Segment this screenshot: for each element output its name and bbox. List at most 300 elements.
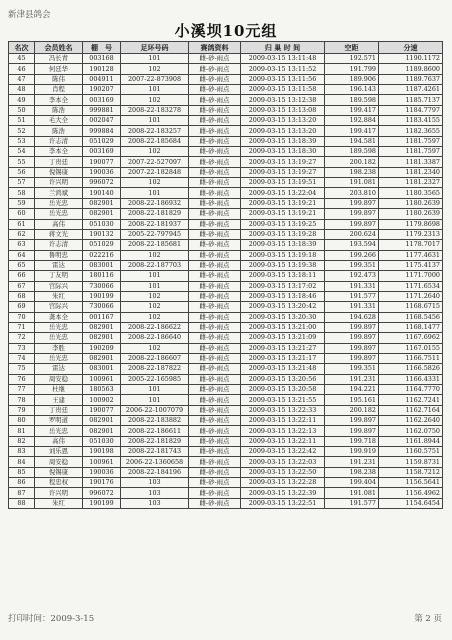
cell-loft: 083001 — [83, 364, 121, 374]
cell-rank: 71 — [9, 322, 35, 332]
cell-ring: 2008-22-184196 — [121, 467, 189, 477]
cell-speed: 1156.4962 — [379, 488, 443, 498]
cell-rank: 80 — [9, 416, 35, 426]
cell-member: 毛大全 — [35, 116, 83, 126]
cell-pigeon-info: 雌-砂-雨点 — [189, 178, 241, 188]
col-ring: 足环号码 — [121, 42, 189, 54]
cell-arrival-time: 2009-03-15 13:22:51 — [241, 498, 325, 508]
cell-speed: 1171.2640 — [379, 291, 443, 301]
cell-arrival-time: 2009-03-15 13:19:27 — [241, 157, 325, 167]
cell-speed: 1179.2313 — [379, 229, 443, 239]
cell-ring: 102 — [121, 178, 189, 188]
cell-arrival-time: 2009-03-15 13:11:58 — [241, 85, 325, 95]
cell-ring: 2008-22-181937 — [121, 219, 189, 229]
table-row — [9, 447, 443, 457]
table-row — [9, 64, 443, 74]
cell-loft: 003168 — [83, 54, 121, 64]
cell-ring: 101 — [121, 271, 189, 281]
cell-arrival-time: 2009-03-15 13:22:11 — [241, 436, 325, 446]
cell-ring: 102 — [121, 312, 189, 322]
cell-member: 何廷华 — [35, 64, 83, 74]
col-speed: 分速 — [379, 42, 443, 54]
cell-arrival-time: 2009-03-15 13:21:00 — [241, 322, 325, 332]
cell-rank: 58 — [9, 188, 35, 198]
cell-rank: 53 — [9, 136, 35, 146]
cell-speed: 1180.2639 — [379, 209, 443, 219]
cell-member: 朱红 — [35, 291, 83, 301]
cell-ring: 2006-22-1360658 — [121, 457, 189, 467]
cell-ring: 101 — [121, 395, 189, 405]
col-loft: 棚 号 — [83, 42, 121, 54]
cell-rank: 66 — [9, 271, 35, 281]
table-row — [9, 147, 443, 157]
cell-member: 许志清 — [35, 240, 83, 250]
cell-ring: 102 — [121, 64, 189, 74]
cell-ring: 2008-22-181743 — [121, 447, 189, 457]
cell-distance: 199.266 — [325, 250, 379, 260]
cell-distance: 199.417 — [325, 105, 379, 115]
cell-arrival-time: 2009-03-15 13:19:21 — [241, 198, 325, 208]
cell-arrival-time: 2009-03-15 13:17:02 — [241, 281, 325, 291]
cell-arrival-time: 2009-03-15 13:22:50 — [241, 467, 325, 477]
cell-speed: 1185.7137 — [379, 95, 443, 105]
cell-member: 宫际兴 — [35, 281, 83, 291]
table-row — [9, 312, 443, 322]
cell-distance: 189.906 — [325, 74, 379, 84]
org-name: 新津县鸽会 — [8, 10, 51, 20]
cell-rank: 61 — [9, 219, 35, 229]
cell-pigeon-info: 雌-砂-雨点 — [189, 229, 241, 239]
cell-speed: 1189.7637 — [379, 74, 443, 84]
cell-arrival-time: 2009-03-15 13:12:38 — [241, 95, 325, 105]
cell-ring: 2008-22-183278 — [121, 105, 189, 115]
cell-rank: 88 — [9, 498, 35, 508]
table-row — [9, 281, 443, 291]
cell-arrival-time: 2009-03-15 13:18:30 — [241, 147, 325, 157]
cell-loft: 190036 — [83, 167, 121, 177]
cell-loft: 190209 — [83, 343, 121, 353]
cell-arrival-time: 2009-03-15 13:13:08 — [241, 105, 325, 115]
cell-loft: 022216 — [83, 250, 121, 260]
cell-member: 高伟 — [35, 219, 83, 229]
table-row — [9, 426, 443, 436]
table-row — [9, 219, 443, 229]
cell-ring: 101 — [121, 116, 189, 126]
cell-loft: 190128 — [83, 64, 121, 74]
cell-pigeon-info: 雌-砂-雨点 — [189, 188, 241, 198]
cell-rank: 67 — [9, 281, 35, 291]
cell-arrival-time: 2009-03-15 13:22:11 — [241, 416, 325, 426]
cell-loft: 190207 — [83, 85, 121, 95]
cell-arrival-time: 2009-03-15 13:20:42 — [241, 302, 325, 312]
cell-rank: 60 — [9, 209, 35, 219]
cell-speed: 1189.8600 — [379, 64, 443, 74]
cell-loft: 082901 — [83, 416, 121, 426]
cell-rank: 82 — [9, 436, 35, 446]
cell-rank: 76 — [9, 374, 35, 384]
cell-rank: 84 — [9, 457, 35, 467]
cell-ring: 102 — [121, 147, 189, 157]
cell-loft: 190077 — [83, 405, 121, 415]
cell-pigeon-info: 雌-砂-雨点 — [189, 147, 241, 157]
cell-arrival-time: 2009-03-15 13:19:51 — [241, 178, 325, 188]
cell-speed: 1164.7770 — [379, 385, 443, 395]
cell-loft: 180116 — [83, 271, 121, 281]
table-row — [9, 405, 443, 415]
cell-arrival-time: 2009-03-15 13:21:27 — [241, 343, 325, 353]
cell-arrival-time: 2009-03-15 13:19:18 — [241, 250, 325, 260]
cell-rank: 59 — [9, 198, 35, 208]
cell-loft: 051030 — [83, 436, 121, 446]
cell-pigeon-info: 雌-砂-雨点 — [189, 302, 241, 312]
cell-rank: 65 — [9, 260, 35, 270]
cell-member: 刘乐恩 — [35, 447, 83, 457]
print-time: 打印时间：2009-3-15 — [8, 614, 95, 624]
cell-ring: 2005-22-165985 — [121, 374, 189, 384]
cell-loft: 002047 — [83, 116, 121, 126]
cell-speed: 1160.5751 — [379, 447, 443, 457]
cell-speed: 1181.3387 — [379, 157, 443, 167]
cell-member: 宫际兴 — [35, 302, 83, 312]
cell-distance: 199.897 — [325, 333, 379, 343]
cell-rank: 50 — [9, 105, 35, 115]
cell-arrival-time: 2009-03-15 13:11:56 — [241, 74, 325, 84]
cell-arrival-time: 2009-03-15 13:20:58 — [241, 385, 325, 395]
cell-member: 岳光忠 — [35, 198, 83, 208]
table-row — [9, 74, 443, 84]
cell-loft: 051030 — [83, 219, 121, 229]
table-row — [9, 188, 443, 198]
table-row — [9, 240, 443, 250]
cell-pigeon-info: 雌-砂-雨点 — [189, 219, 241, 229]
table-row — [9, 198, 443, 208]
cell-pigeon-info: 雌-砂-雨点 — [189, 333, 241, 343]
cell-loft: 082901 — [83, 198, 121, 208]
cell-arrival-time: 2009-03-15 13:18:39 — [241, 136, 325, 146]
cell-loft: 003169 — [83, 95, 121, 105]
cell-speed: 1166.5826 — [379, 364, 443, 374]
cell-speed: 1190.1172 — [379, 54, 443, 64]
cell-ring: 2008-22-187703 — [121, 260, 189, 270]
cell-pigeon-info: 雌-砂-雨点 — [189, 167, 241, 177]
cell-pigeon-info: 雌-砂-雨点 — [189, 405, 241, 415]
cell-arrival-time: 2009-03-15 13:21:17 — [241, 353, 325, 363]
cell-speed: 1184.7797 — [379, 105, 443, 115]
cell-loft: 999884 — [83, 126, 121, 136]
cell-distance: 199.417 — [325, 126, 379, 136]
cell-distance: 193.594 — [325, 240, 379, 250]
col-rank: 名次 — [9, 42, 35, 54]
cell-speed: 1162.2640 — [379, 416, 443, 426]
cell-pigeon-info: 雌-砂-雨点 — [189, 447, 241, 457]
cell-loft: 180563 — [83, 385, 121, 395]
cell-pigeon-info: 雌-砂-雨点 — [189, 457, 241, 467]
cell-speed: 1181.2340 — [379, 167, 443, 177]
cell-arrival-time: 2009-03-15 13:19:38 — [241, 260, 325, 270]
cell-speed: 1167.0155 — [379, 343, 443, 353]
cell-ring: 103 — [121, 478, 189, 488]
cell-distance: 194.221 — [325, 385, 379, 395]
cell-speed: 1162.7241 — [379, 395, 443, 405]
cell-ring: 101 — [121, 385, 189, 395]
cell-arrival-time: 2009-03-15 13:22:39 — [241, 488, 325, 498]
cell-member: 陈浩 — [35, 126, 83, 136]
cell-pigeon-info: 雌-砂-雨点 — [189, 353, 241, 363]
cell-member: 杜继 — [35, 385, 83, 395]
cell-distance: 189.598 — [325, 147, 379, 157]
cell-ring: 2005-22-797945 — [121, 229, 189, 239]
cell-arrival-time: 2009-03-15 13:22:13 — [241, 426, 325, 436]
table-row — [9, 457, 443, 467]
table-row — [9, 157, 443, 167]
cell-loft: 730066 — [83, 281, 121, 291]
cell-ring: 103 — [121, 498, 189, 508]
cell-ring: 102 — [121, 343, 189, 353]
cell-pigeon-info: 雌-砂-雨点 — [189, 157, 241, 167]
cell-pigeon-info: 雌-砂-雨点 — [189, 198, 241, 208]
table-row — [9, 364, 443, 374]
cell-loft: 001167 — [83, 312, 121, 322]
cell-distance: 200.624 — [325, 229, 379, 239]
cell-speed: 1171.6534 — [379, 281, 443, 291]
cell-distance: 203.810 — [325, 188, 379, 198]
cell-member: 许志清 — [35, 136, 83, 146]
table-row — [9, 416, 443, 426]
cell-rank: 77 — [9, 385, 35, 395]
cell-distance: 191.231 — [325, 374, 379, 384]
table-row — [9, 343, 443, 353]
cell-pigeon-info: 雌-砂-雨点 — [189, 291, 241, 301]
col-distance: 空距 — [325, 42, 379, 54]
cell-arrival-time: 2009-03-15 13:21:55 — [241, 395, 325, 405]
cell-member: 雷达 — [35, 260, 83, 270]
cell-loft: 051029 — [83, 240, 121, 250]
cell-speed: 1161.8944 — [379, 436, 443, 446]
cell-rank: 86 — [9, 478, 35, 488]
cell-distance: 199.897 — [325, 353, 379, 363]
cell-pigeon-info: 雌-砂-雨点 — [189, 416, 241, 426]
cell-arrival-time: 2009-03-15 13:18:46 — [241, 291, 325, 301]
cell-loft: 051029 — [83, 136, 121, 146]
cell-arrival-time: 2009-03-15 13:19:25 — [241, 219, 325, 229]
cell-rank: 79 — [9, 405, 35, 415]
cell-loft: 999881 — [83, 105, 121, 115]
cell-loft: 082901 — [83, 209, 121, 219]
cell-loft: 190036 — [83, 467, 121, 477]
cell-distance: 192.884 — [325, 116, 379, 126]
cell-ring: 102 — [121, 95, 189, 105]
cell-ring: 2008-22-186607 — [121, 353, 189, 363]
cell-loft: 730066 — [83, 302, 121, 312]
cell-speed: 1180.3565 — [379, 188, 443, 198]
cell-rank: 73 — [9, 343, 35, 353]
cell-rank: 85 — [9, 467, 35, 477]
cell-pigeon-info: 雌-砂-雨点 — [189, 250, 241, 260]
cell-arrival-time: 2009-03-15 13:20:30 — [241, 312, 325, 322]
table-row — [9, 250, 443, 260]
cell-pigeon-info: 雌-砂-雨点 — [189, 240, 241, 250]
cell-distance: 199.897 — [325, 416, 379, 426]
cell-member: 倪锡康 — [35, 167, 83, 177]
cell-ring: 2008-22-183882 — [121, 416, 189, 426]
table-row — [9, 136, 443, 146]
cell-member: 岳光忠 — [35, 333, 83, 343]
cell-member: 李本全 — [35, 147, 83, 157]
cell-pigeon-info: 雌-砂-雨点 — [189, 436, 241, 446]
cell-pigeon-info: 雌-砂-雨点 — [189, 385, 241, 395]
cell-distance: 191.081 — [325, 178, 379, 188]
cell-distance: 191.577 — [325, 498, 379, 508]
cell-arrival-time: 2009-03-15 13:18:11 — [241, 271, 325, 281]
cell-member: 雷达 — [35, 364, 83, 374]
cell-speed: 1159.8731 — [379, 457, 443, 467]
cell-pigeon-info: 雌-砂-雨点 — [189, 498, 241, 508]
cell-distance: 199.351 — [325, 260, 379, 270]
cell-ring: 2008-22-181829 — [121, 209, 189, 219]
col-member: 会员姓名 — [35, 42, 83, 54]
cell-ring: 2008-22-183257 — [121, 126, 189, 136]
cell-ring: 101 — [121, 54, 189, 64]
cell-arrival-time: 2009-03-15 13:19:28 — [241, 229, 325, 239]
table-row — [9, 126, 443, 136]
cell-speed: 1168.1477 — [379, 322, 443, 332]
cell-pigeon-info: 雌-砂-雨点 — [189, 467, 241, 477]
cell-distance: 199.897 — [325, 343, 379, 353]
cell-ring: 2008-22-185681 — [121, 240, 189, 250]
table-row — [9, 167, 443, 177]
cell-pigeon-info: 雌-砂-雨点 — [189, 136, 241, 146]
table-row — [9, 498, 443, 508]
cell-pigeon-info: 雌-砂-雨点 — [189, 343, 241, 353]
cell-rank: 55 — [9, 157, 35, 167]
cell-ring: 102 — [121, 302, 189, 312]
cell-loft: 190077 — [83, 157, 121, 167]
cell-pigeon-info: 雌-砂-雨点 — [189, 271, 241, 281]
table-row — [9, 333, 443, 343]
cell-loft: 083001 — [83, 260, 121, 270]
cell-ring: 2008-22-185684 — [121, 136, 189, 146]
table-row — [9, 395, 443, 405]
cell-arrival-time: 2009-03-15 13:19:27 — [241, 167, 325, 177]
cell-member: 周安稳 — [35, 457, 83, 467]
cell-rank: 69 — [9, 302, 35, 312]
cell-distance: 191.331 — [325, 302, 379, 312]
cell-loft: 996072 — [83, 488, 121, 498]
cell-pigeon-info: 雌-砂-雨点 — [189, 281, 241, 291]
cell-distance: 194.581 — [325, 136, 379, 146]
cell-loft: 082901 — [83, 322, 121, 332]
cell-pigeon-info: 雌-砂-雨点 — [189, 54, 241, 64]
cell-pigeon-info: 雌-砂-雨点 — [189, 260, 241, 270]
cell-rank: 68 — [9, 291, 35, 301]
cell-member: 肖程 — [35, 85, 83, 95]
cell-distance: 195.161 — [325, 395, 379, 405]
cell-speed: 1166.7511 — [379, 353, 443, 363]
cell-pigeon-info: 雌-砂-雨点 — [189, 478, 241, 488]
cell-ring: 2008-22-186640 — [121, 333, 189, 343]
table-row — [9, 85, 443, 95]
cell-rank: 54 — [9, 147, 35, 157]
cell-loft: 082901 — [83, 426, 121, 436]
cell-pigeon-info: 雌-砂-雨点 — [189, 395, 241, 405]
cell-arrival-time: 2009-03-15 13:21:48 — [241, 364, 325, 374]
cell-rank: 47 — [9, 74, 35, 84]
col-arrival-time: 归 巢 时 间 — [241, 42, 325, 54]
cell-distance: 196.143 — [325, 85, 379, 95]
cell-ring: 2006-22-1007079 — [121, 405, 189, 415]
table-row — [9, 385, 443, 395]
cell-arrival-time: 2009-03-15 13:13:20 — [241, 126, 325, 136]
cell-loft: 190199 — [83, 498, 121, 508]
cell-rank: 62 — [9, 229, 35, 239]
cell-speed: 1168.5456 — [379, 312, 443, 322]
cell-member: 许兴明 — [35, 488, 83, 498]
cell-pigeon-info: 雌-砂-雨点 — [189, 374, 241, 384]
cell-ring: 101 — [121, 281, 189, 291]
cell-member: 龚本全 — [35, 312, 83, 322]
cell-rank: 78 — [9, 395, 35, 405]
cell-speed: 1175.4137 — [379, 260, 443, 270]
cell-arrival-time: 2009-03-15 13:20:56 — [241, 374, 325, 384]
cell-rank: 52 — [9, 126, 35, 136]
table-row — [9, 322, 443, 332]
cell-ring: 101 — [121, 85, 189, 95]
cell-speed: 1168.6715 — [379, 302, 443, 312]
cell-rank: 49 — [9, 95, 35, 105]
cell-pigeon-info: 雌-砂-雨点 — [189, 85, 241, 95]
cell-speed: 1162.7164 — [379, 405, 443, 415]
table-row — [9, 291, 443, 301]
page-title: 小溪坝10元组 — [174, 22, 278, 40]
table-row — [9, 178, 443, 188]
cell-member: 兰鸿斌 — [35, 188, 83, 198]
cell-speed: 1187.4261 — [379, 85, 443, 95]
table-row — [9, 302, 443, 312]
cell-ring: 102 — [121, 250, 189, 260]
cell-member: 王建 — [35, 395, 83, 405]
table-row — [9, 436, 443, 446]
cell-distance: 198.238 — [325, 467, 379, 477]
cell-distance: 191.331 — [325, 281, 379, 291]
cell-pigeon-info: 雌-砂-雨点 — [189, 116, 241, 126]
cell-ring: 102 — [121, 291, 189, 301]
cell-ring: 2008-22-187822 — [121, 364, 189, 374]
cell-member: 岳光忠 — [35, 353, 83, 363]
cell-ring: 2007-22-873908 — [121, 74, 189, 84]
cell-distance: 199.404 — [325, 478, 379, 488]
cell-arrival-time: 2009-03-15 13:18:39 — [241, 240, 325, 250]
cell-member: 倪锡康 — [35, 467, 83, 477]
cell-speed: 1177.4631 — [379, 250, 443, 260]
cell-speed: 1180.2639 — [379, 198, 443, 208]
cell-member: 岳光忠 — [35, 209, 83, 219]
cell-speed: 1162.0750 — [379, 426, 443, 436]
cell-rank: 70 — [9, 312, 35, 322]
table-row — [9, 353, 443, 363]
cell-rank: 87 — [9, 488, 35, 498]
cell-rank: 63 — [9, 240, 35, 250]
cell-arrival-time: 2009-03-15 13:22:33 — [241, 405, 325, 415]
cell-rank: 72 — [9, 333, 35, 343]
table-row — [9, 374, 443, 384]
cell-pigeon-info: 雌-砂-雨点 — [189, 105, 241, 115]
cell-ring: 103 — [121, 488, 189, 498]
cell-pigeon-info: 雌-砂-雨点 — [189, 64, 241, 74]
cell-loft: 190140 — [83, 188, 121, 198]
page-number: 第 2 页 — [414, 614, 442, 624]
cell-loft: 004911 — [83, 74, 121, 84]
cell-ring: 2008-22-186611 — [121, 426, 189, 436]
